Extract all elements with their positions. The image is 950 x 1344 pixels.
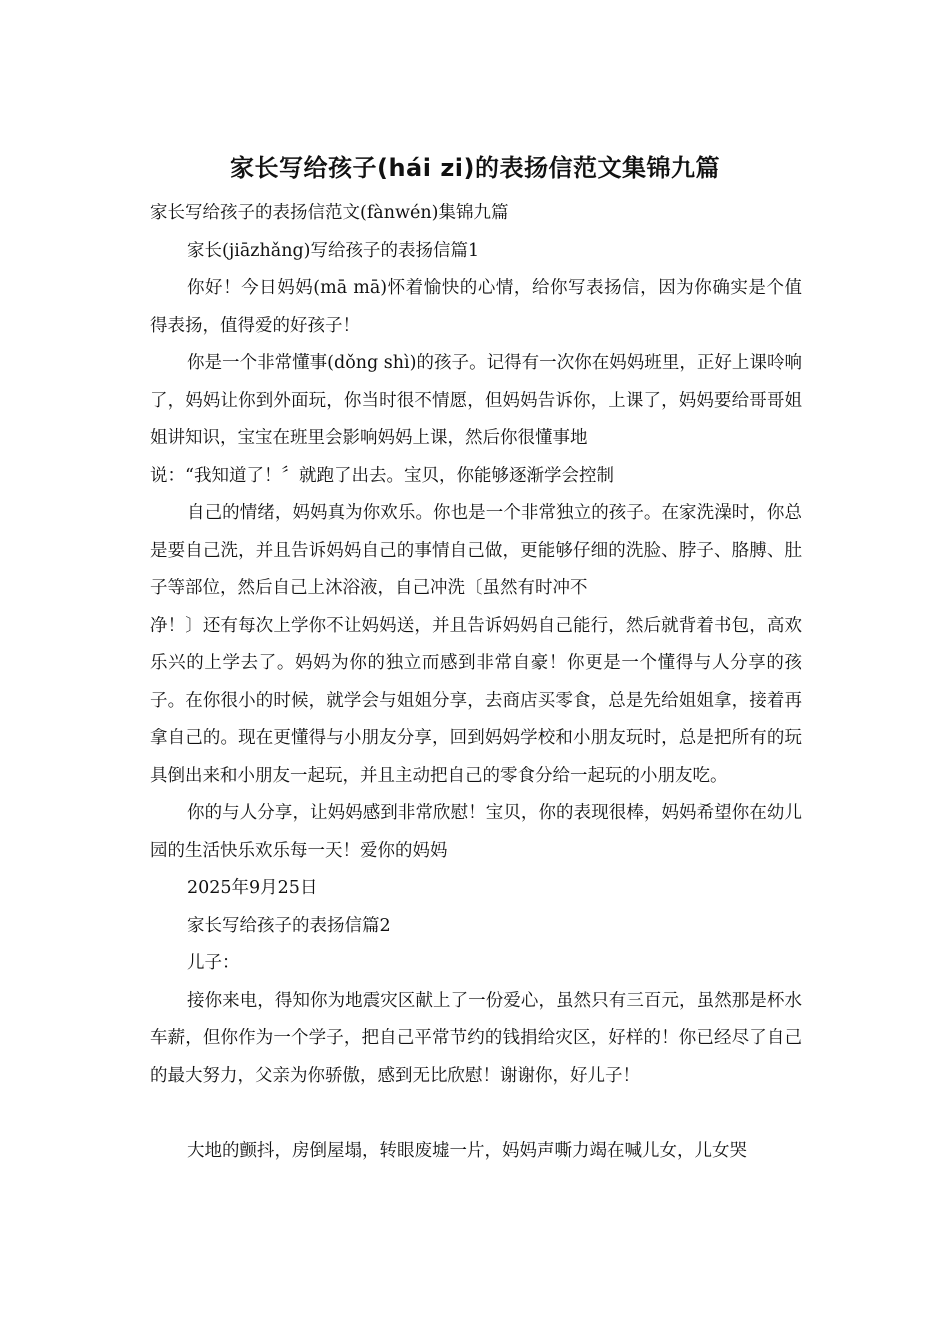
section-heading-1: 家长(jiāzhǎng)写给孩子的表扬信篇1	[187, 240, 480, 261]
letter-date: 2025年9月25日	[187, 878, 318, 898]
paragraph-understanding: 你是一个非常懂事(dǒng shì)的孩子。记得有一次你在妈妈班里，正好上课呤响了，妈妈让你到外面玩，你当时很不情愿，但妈妈告诉你，上课了，妈妈要给哥哥姐姐讲知识，宝宝在班里会影响妈妈上课，然后你很懂事地	[150, 353, 802, 448]
paragraph-greeting: 你好！今日妈妈(mā mā)怀着愉快的心情，给你写表扬信，因为你确实是个值得表扬，值得爱的好孩子！	[150, 278, 802, 336]
letter-salutation: 儿子：	[187, 953, 240, 973]
paragraph-sharing: 你的与人分享，让妈妈感到非常欣慰！宝贝，你的表现很棒，妈妈希望你在幼儿园的生活快乐欢乐每一天！爱你的妈妈	[150, 803, 802, 861]
document-body	[150, 195, 802, 1170]
paragraph-independent: 自己的情绪，妈妈真为你欢乐。你也是一个非常独立的孩子。在家洗澡时，你总是要自己洗，并且告诉妈妈自己的事情自己做，更能够仔细的洗脸、脖子、胳膊、肚子等部位，然后自己上沐浴液，自己冲洗〔虽然有时冲不	[150, 503, 802, 598]
blank-line	[150, 1095, 802, 1133]
section-heading-2: 家长写给孩子的表扬信篇2	[187, 915, 391, 936]
document-title: 家长写给孩子(hái zi)的表扬信范文集锦九篇	[230, 154, 720, 182]
paragraph-understanding-cont: 说：“我知道了！〞就跑了出去。宝贝，你能够逐渐学会控制	[150, 465, 614, 486]
paragraph-independent-cont: 净！〕还有每次上学你不让妈妈送，并且告诉妈妈自己能行，然后就背着书包，高欢乐兴的上学去了。妈妈为你的独立而感到非常自豪！你更是一个懂得与人分享的孩子。在你很小的时候，就学会与姐姐分享，去商店买零食，总是先给姐姐拿，接着再拿自己的。现在更懂得与小朋友分享，回到妈妈学校和小朋友玩时，总是把所有的玩具倒出来和小朋友一起玩，并且主动把自己的零食分给一起玩的小朋友吃。	[150, 615, 802, 786]
document-subtitle: 家长写给孩子的表扬信范文(fànwén)集锦九篇	[150, 203, 509, 223]
paragraph-donation: 接你来电，得知你为地震灾区献上了一份爱心，虽然只有三百元，虽然那是杯水车薪，但你作为一个学子，把自己平常节约的钱捐给灾区，好样的！你已经尽了自己的最大努力，父亲为你骄傲，感到无比欣慰！谢谢你，好儿子！	[150, 990, 802, 1086]
paragraph-earthquake: 大地的颤抖，房倒屋塌，转眼废墟一片，妈妈声嘶力竭在喊儿女，儿女哭	[187, 1140, 747, 1161]
